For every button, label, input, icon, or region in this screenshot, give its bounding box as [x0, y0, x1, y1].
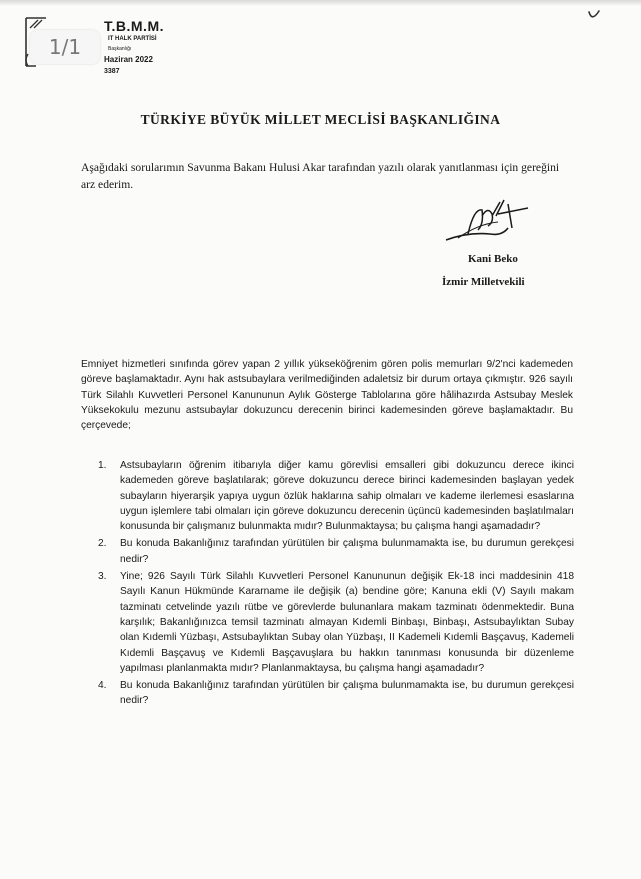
document-title: TÜRKİYE BÜYÜK MİLLET MECLİSİ BAŞKANLIĞINA: [140, 112, 501, 127]
question-number: 3.: [98, 571, 107, 583]
question-number: 2.: [98, 538, 107, 550]
list-item: [98, 536, 574, 567]
body-paragraph: Emniyet hizmetleri sınıfında görev yapan 2 yıllık yükseköğrenim gören polis memurları 9/2'nci kademeden göreve başlamaktadır. Aynı hak astsubaylara verilmediğinden adaletsiz bir durum ortaya çıkmıştır. 926 sayılı Türk Silahlı Kuvvetleri Personel Kanununun Aylık Gösterge Tablolarına göre hâlihazırda Astsubay Meslek Yüksekokulu mezunu astsubaylar dokuzuncu derecenin birinci kademesinden göreve başlamaktadır. Bu çerçevede;: [81, 359, 573, 432]
intro-paragraph: Aşağıdaki sorularımın Savunma Bakanı Hulusi Akar tarafından yazılı olarak yanıtlanması için gereğini arz ederim.: [81, 161, 560, 191]
question-number: 4.: [98, 680, 107, 692]
question-text: Bu konuda Bakanlığınız tarafından yürütülen bir çalışma bulunmamakta ise, bu durumun gerekçesi nedir?: [120, 680, 574, 707]
stamp-date: Haziran 2022: [104, 55, 153, 64]
list-item: [98, 569, 574, 676]
question-text: Astsubayların öğrenim itibarıyla diğer kamu görevlisi emsalleri gibi dokuzuncu derece ikinci kademeden göreve başlatılarak; göreve dokuzuncu derece birinci kademesinden başlayan yedek subayların hiyerarşik yapıya uygun özlük haklarına sahip olmaları ve kademe ilerlemesi esaslarına uygun işlemlere tabi olmaları için göreve dokuzuncu derecenin üçüncü kademesinden başlatılmaları konusunda bir çalışmanız bulunmakta mıdır? Bulunmaktaysa; bu çalışma hangi aşamadadır?: [120, 460, 574, 533]
signature-icon: [438, 194, 534, 246]
stamp-party: IT HALK PARTİSİ: [108, 36, 157, 42]
signer-title: İzmir Milletvekili: [442, 276, 525, 288]
check-icon: [586, 8, 602, 24]
stamp-institution: T.B.M.M.: [104, 18, 164, 34]
scan-edge: [0, 0, 641, 6]
stamp-number: 3387: [104, 68, 120, 75]
question-number: 1.: [98, 460, 107, 471]
question-text: Yine; 926 Sayılı Türk Silahlı Kuvvetleri Personel Kanununun değişik Ek-18 inci maddesinin 418 Sayılı Kanun Hükmünde Kararname ile değişik (a) bendine göre; Kanuna ekli (V) Sayılı makam tazminatı cetvelinde yazılı rütbe ve görevlerde bulunanlara makam tazminatı ödenmektedir. Buna karşılık; Bakanlığınızca temsil tazminatı almayan Kıdemli Binbaşı, Binbaşı, Astsubaylıktan Subay olan Kıdemli Yüzbaşı, Astsubaylıktan Subay olan Yüzbaşı, II Kademeli Kıdemli Başçavuş, Kademeli Kıdemli Başçavuş ve Kıdemli Başçavuşlara bu hakkın tanınması konusunda bir düzenleme yapılması planlanmakta mıdır? Planlanmaktaysa, bu çalışma hangi aşamadadır?: [120, 571, 574, 674]
page-indicator-badge: 1/1: [30, 30, 100, 64]
stamp-department: Başkanlığı: [108, 46, 132, 52]
list-item: [98, 678, 574, 709]
question-text: Bu konuda Bakanlığınız tarafından yürütülen bir çalışma bulunmamakta ise, bu durumun gerekçesi nedir?: [120, 538, 574, 565]
list-item: [98, 458, 574, 534]
question-list: [98, 458, 574, 709]
signer-name: Kani Beko: [468, 253, 518, 265]
